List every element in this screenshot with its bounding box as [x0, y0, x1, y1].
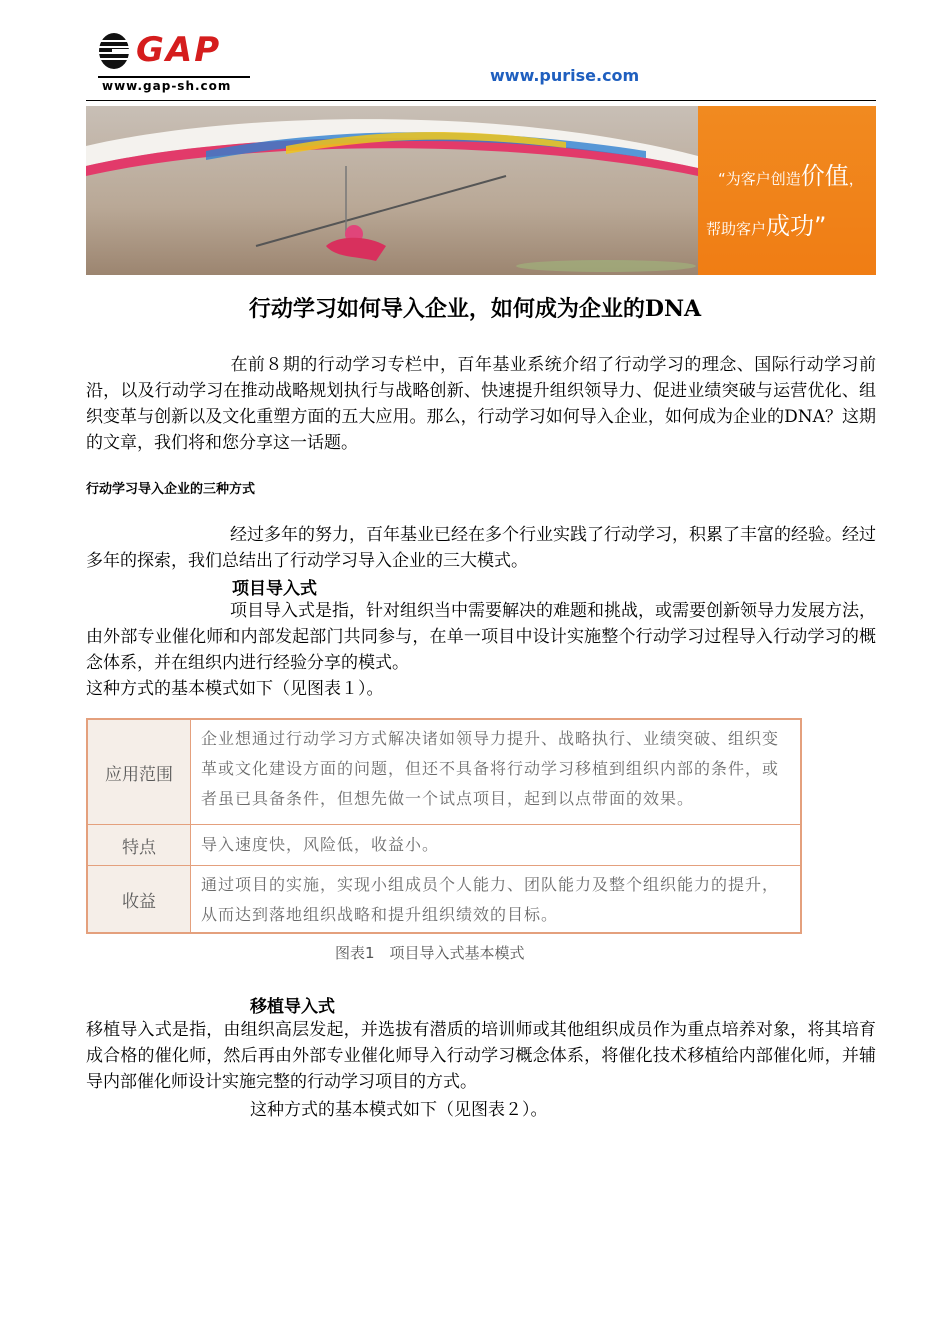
section-2-paragraph-2: 这种方式的基本模式如下（见图表２）。: [250, 1100, 548, 1120]
header-divider: [86, 100, 876, 101]
figure-1-table: [86, 718, 802, 934]
header-banner: [86, 106, 876, 275]
section-1-paragraph-3: 这种方式的基本模式如下（见图表１）。: [86, 679, 384, 699]
table-row: [88, 866, 800, 932]
intro-paragraph: [86, 352, 876, 456]
figure-1-caption: 图表1 项目导入式基本模式: [335, 944, 525, 962]
subheading-project-import: 项目导入式: [232, 579, 317, 599]
slogan-line-1-highlight: 价值: [800, 162, 849, 190]
section-1-paragraph-1: [86, 522, 876, 574]
slogan-line-2: [706, 206, 826, 241]
section-2-paragraph-1: 移植导入式是指，由组织高层发起，并选拔有潜质的培训师或其他组织成员作为重点培养对象，将其培育成合格的催化师，然后再由外部专业催化师导入行动学习概念体系，将催化技术移植给内部催化师，并辅导内部催化师设计实施完整的行动学习项目的方式。: [86, 1020, 876, 1092]
table-row-label: 特点: [88, 825, 191, 865]
table-row-text: 通过项目的实施，实现小组成员个人能力、团队能力及整个组织能力的提升，从而达到落地组织战略和提升组织绩效的目标。: [201, 875, 780, 924]
gap-logo-emblem-icon: [98, 32, 130, 70]
slogan-line-2-suffix: ”: [814, 212, 827, 240]
slogan-line-1: [718, 156, 864, 191]
logo-text: GAP: [136, 30, 222, 70]
intro-text: 在前８期的行动学习专栏中，百年基业系统介绍了行动学习的理念、国际行动学习前沿，以及行动学习在推动战略规划执行与战略创新、快速提升组织领导力、促进业绩突破与运营优化、组织变革与创新以及文化重塑方面的五大应用。那么，行动学习如何导入企业，如何成为企业的DNA？这期的文章，我们将和您分享这一话题。: [86, 355, 876, 453]
slogan-line-2-highlight: 成功: [766, 212, 815, 240]
logo-url: www.gap-sh.com: [102, 79, 232, 93]
slogan-panel: [698, 106, 876, 275]
table-row: [88, 720, 800, 825]
slogan-line-1-suffix: ，: [848, 170, 864, 188]
logo-divider: [98, 76, 250, 78]
table-row-label: 收益: [88, 866, 191, 932]
section-heading: 行动学习导入企业的三种方式: [86, 482, 256, 497]
hang-glider-photo: [86, 106, 698, 275]
subheading-transplant-import: 移植导入式: [250, 997, 335, 1017]
table-row: [88, 825, 800, 866]
slogan-line-2-prefix: 帮助客户: [706, 220, 767, 238]
slogan-line-1-prefix: “为客户创造: [718, 170, 801, 188]
section-1-paragraph-1-text: 经过多年的努力，百年基业已经在多个行业实践了行动学习，积累了丰富的经验。经过多年的探索，我们总结出了行动学习导入企业的三大模式。: [86, 525, 876, 571]
article-title: 行动学习如何导入企业，如何成为企业的DNA: [248, 296, 702, 322]
section-1-paragraph-2: [86, 598, 876, 676]
site-url-link[interactable]: www.purise.com: [490, 66, 640, 85]
table-row-label: 应用范围: [88, 720, 191, 824]
table-row-text: 导入速度快，风险低，收益小。: [201, 835, 440, 854]
gap-logo: [98, 30, 253, 100]
section-1-paragraph-2-text: 项目导入式是指，针对组织当中需要解决的难题和挑战，或需要创新领导力发展方法，由外部专业催化师和内部发起部门共同参与，在单一项目中设计实施整个行动学习过程导入行动学习的概念体系，并在组织内进行经验分享的模式。: [86, 601, 876, 673]
table-row-text: 企业想通过行动学习方式解决诸如领导力提升、战略执行、业绩突破、组织变革或文化建设方面的问题，但还不具备将行动学习移植到组织内部的条件，或者虽已具备条件，但想先做一个试点项目，起到以点带面的效果。: [201, 729, 780, 808]
